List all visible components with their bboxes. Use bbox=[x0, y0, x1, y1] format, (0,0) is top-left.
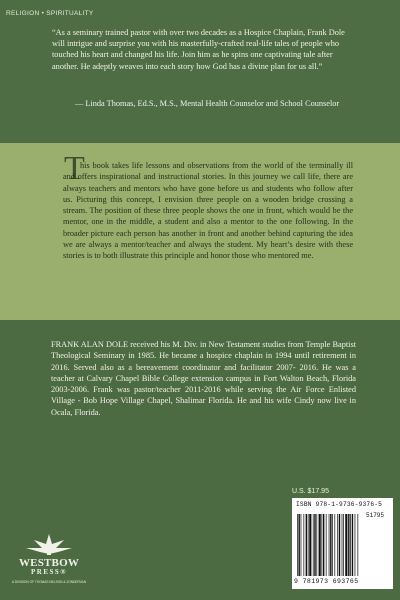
price-code: 51795 bbox=[366, 512, 385, 519]
barcode-icon bbox=[296, 514, 391, 576]
endorsement-quote: “As a seminary trained pastor with over two decades as a Hospice Chaplain, Frank Dole will intrigue and surprise you with his masterfully-crafted real-life tales of people who touched his heart and changed his life. Join him as he spins one captivating tale after another. He adeptly weaves into each story how God has a divine plan for us all.” bbox=[52, 28, 345, 71]
category-label: RELIGION • SPIRITUALITY bbox=[6, 10, 94, 17]
price-label: U.S. $17.95 bbox=[292, 488, 329, 495]
endorsement-attribution: — Linda Thomas, Ed.S., M.S., Mental Health Counselor and School Counselor bbox=[75, 99, 340, 108]
barcode-digits: 9 781973 693765 bbox=[294, 578, 359, 585]
isbn-text: ISBN 978-1-9736-9376-5 bbox=[296, 501, 383, 508]
publisher-tagline: A DIVISION OF THOMAS NELSON & ZONDERVAN bbox=[11, 580, 87, 584]
book-description: his book takes life lessons and observations from the world of the terminally ill and offers inspirational and instructional stories. In this journey we call life, there are always teachers and mentors who have gone before us and students who follow after us. Picturing this concept, I envision three people on a wooden bridge crossing a stream. The position of these three people shows the one in front, which would be the mentor, one in the middle, a student and also a mentor to the one following. In the broader picture each person has another in front and another behind capturing the idea we are always a mentor/teacher and always the student. My heart’s desire with these stories is to both illustrate this principle and honor those who mentored me. bbox=[63, 161, 353, 261]
drop-cap: T bbox=[64, 150, 85, 187]
publisher-name: WESTBOW bbox=[18, 557, 80, 569]
publisher-press: PRESS® bbox=[30, 568, 67, 576]
author-bio: FRANK ALAN DOLE received his M. Div. in New Testament studies from Temple Baptist Theological Seminary in 1985. He became a hospice chaplain in 1994 until retirement in 2016. Served also as a bereavement coordinator and facilitator 2007- 2016. He was a teacher at Calvary Chapel Bible College extension campus in Fort Walton Beach, Florida 2003-2006. Frank was pastor/teacher 2011-2016 while serving the Air Force Enlisted Village - Bob Hope Village Chapel, Shalimar Florida. He and his wife Cindy now live in Ocala, Florida. bbox=[51, 340, 356, 417]
